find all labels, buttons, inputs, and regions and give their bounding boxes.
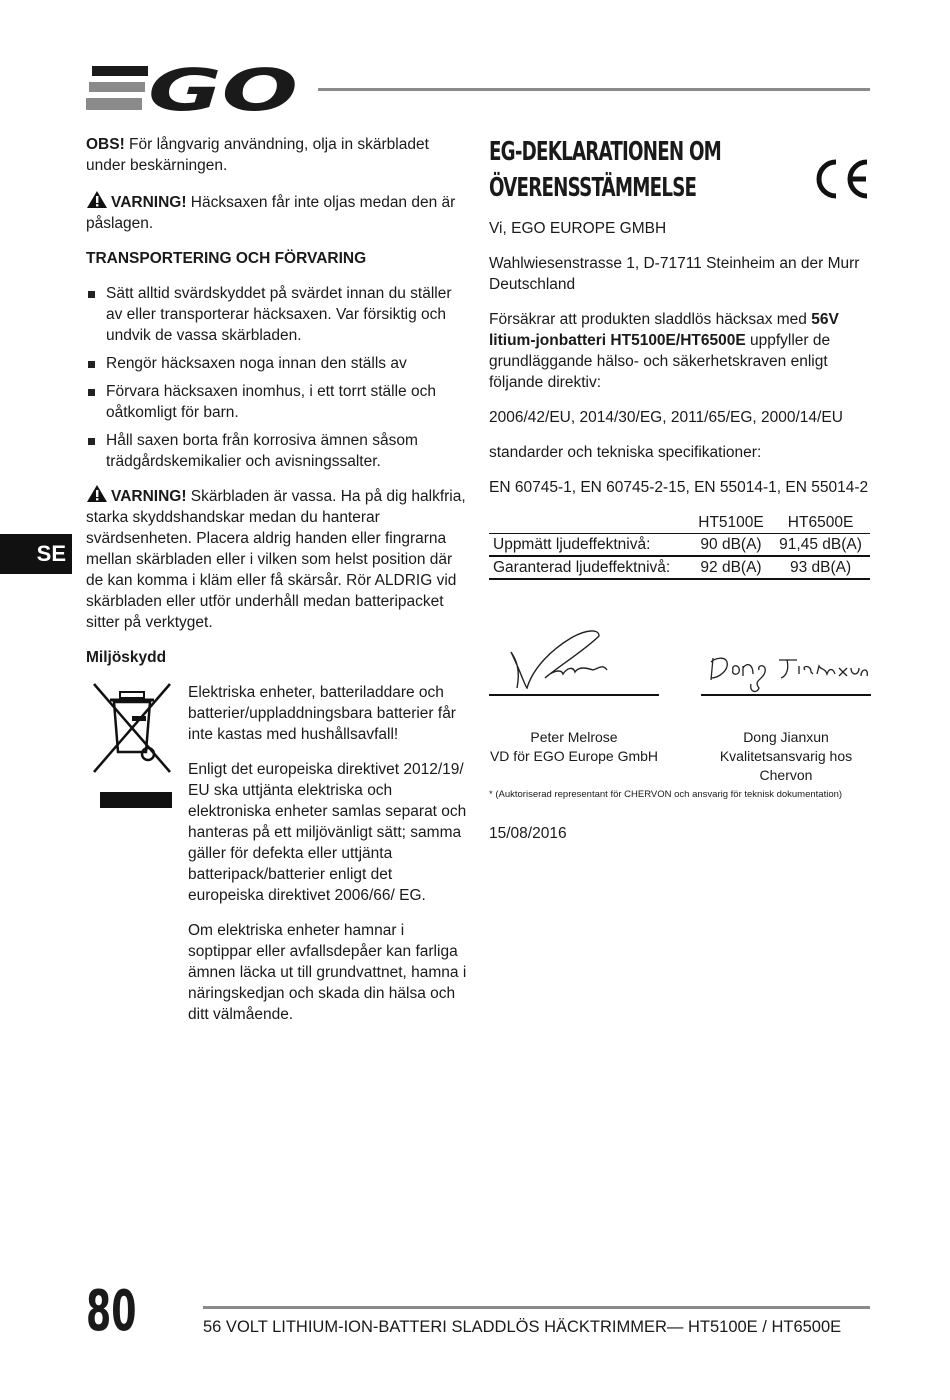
signature-dong-jianxun — [701, 628, 871, 694]
page-number: 80 — [86, 1279, 137, 1344]
crossed-bin-icon — [92, 682, 176, 776]
signature-line — [489, 694, 659, 696]
signatory-1 — [489, 628, 659, 766]
footnote: * (Auktoriserad representant för CHERVON och ansvarig för teknisk dokumentation) — [489, 789, 843, 800]
signatory-2 — [701, 628, 871, 785]
list-item: Håll saxen borta från korrosiva ämnen såsom trädgårdskemikalier och avisningssalter. — [86, 430, 471, 472]
warning-blades: VARNING! Skärbladen är vassa. Ha på dig halkfria, starka skyddshandskar medan du hanterar svärdsenheten. Placera aldrig handen eller fingrarna mellan skärbladen eller i vilken som helst position där de kan komma i kläm eller få skärsår. Rör ALDRIG vid skärbladen eller utför underhåll medan batteripacket sitter på verktyget. — [86, 484, 471, 633]
table-header-row: HT5100E HT6500E — [489, 512, 870, 534]
environment-paragraph: Enligt det europeiska direktivet 2012/19/ EU ska uttjänta elektriska och elektroniska enheter samlas separat och hanteras på ett miljövänligt sätt; samma gäller för defekta eller uttjänta batteripack/batterier enligt det europeiska direktivet 2006/66/ EG. — [188, 761, 467, 904]
header-rule — [318, 88, 870, 91]
environment-section — [86, 682, 471, 1025]
list-item: Förvara häcksaxen inomhus, i ett torrt ställe och oåtkomligt för barn. — [86, 381, 471, 423]
signatory-role: Kvalitetsansvarig hos Chervon — [719, 748, 853, 783]
footer-title: 56 VOLT LITHIUM-ION-BATTERI SLADDLÖS HÄCKTRIMMER— HT5100E / HT6500E — [203, 1318, 842, 1336]
ego-logo — [86, 62, 301, 114]
right-column — [489, 134, 874, 858]
signatory-role: VD för EGO Europe GmbH — [489, 748, 659, 764]
signature-area — [489, 628, 874, 788]
signatory-name: Dong Jianxun — [743, 729, 829, 745]
environment-paragraph: Elektriska enheter, batteriladdare och batterier/uppladdningsbara batterier får inte kastas med hushållsavfall! — [188, 684, 456, 743]
weee-bar — [100, 792, 172, 808]
environment-paragraph: Om elektriska enheter hamnar i soptippar eller avfallsdepåer kan farliga ämnen läcka ut till grundvattnet, hamna i näringskedjan och skada din hälsa och ditt välmående. — [188, 922, 467, 1023]
table-row: Garanterad ljudeffektnivå: 92 dB(A) 93 dB(A) — [489, 556, 870, 579]
company-name: Vi, EGO EUROPE GMBH — [489, 220, 667, 237]
signature-peter-melrose — [489, 628, 659, 694]
transport-heading: TRANSPORTERING OCH FÖRVARING — [86, 250, 367, 267]
language-tab: SE — [0, 534, 72, 574]
declaration-text: Försäkrar att produkten sladdlös häcksax med 56V litium-jonbatteri HT5100E/HT6500E uppfyller de grundläggande hälso- och säkerhetskraven enligt följande direktiv: — [489, 311, 839, 391]
standards-label: standarder och tekniska specifikationer: — [489, 444, 762, 461]
declaration-title: EG-DEKLARATIONEN OM ÖVERENSSTÄMMELSE — [489, 137, 722, 203]
list-item: Rengör häcksaxen noga innan den ställs av — [86, 353, 471, 374]
declaration-date: 15/08/2016 — [489, 825, 567, 842]
left-column — [86, 134, 471, 1039]
svg-text:GO: GO — [148, 62, 298, 114]
table-row: Uppmätt ljudeffektnivå: 90 dB(A) 91,45 dB(A) — [489, 534, 870, 557]
list-item: Sätt alltid svärdskyddet på svärdet innan du ställer av eller transporterar häcksaxen. Var försiktig och undvik de vassa skärbladen. — [86, 283, 471, 346]
company-address: Wahlwiesenstrasse 1, D-71711 Steinheim an der Murr Deutschland — [489, 255, 860, 293]
warning-triangle-icon — [86, 484, 108, 503]
environment-heading: Miljöskydd — [86, 649, 167, 666]
directives: 2006/42/EU, 2014/30/EG, 2011/65/EG, 2000/14/EU — [489, 409, 843, 426]
noise-table — [489, 512, 870, 580]
transport-list — [86, 283, 471, 472]
standards: EN 60745-1, EN 60745-2-15, EN 55014-1, EN 55014-2 — [489, 479, 869, 496]
warning-oil: VARNING! Häcksaxen får inte oljas medan den är påslagen. — [86, 190, 471, 234]
signature-line — [701, 694, 871, 696]
warning-triangle-icon — [86, 190, 108, 209]
signatory-name: Peter Melrose — [530, 729, 618, 745]
footer-rule — [203, 1306, 870, 1309]
obs-note: OBS! För långvarig användning, olja in skärbladet under beskärningen. — [86, 136, 429, 174]
